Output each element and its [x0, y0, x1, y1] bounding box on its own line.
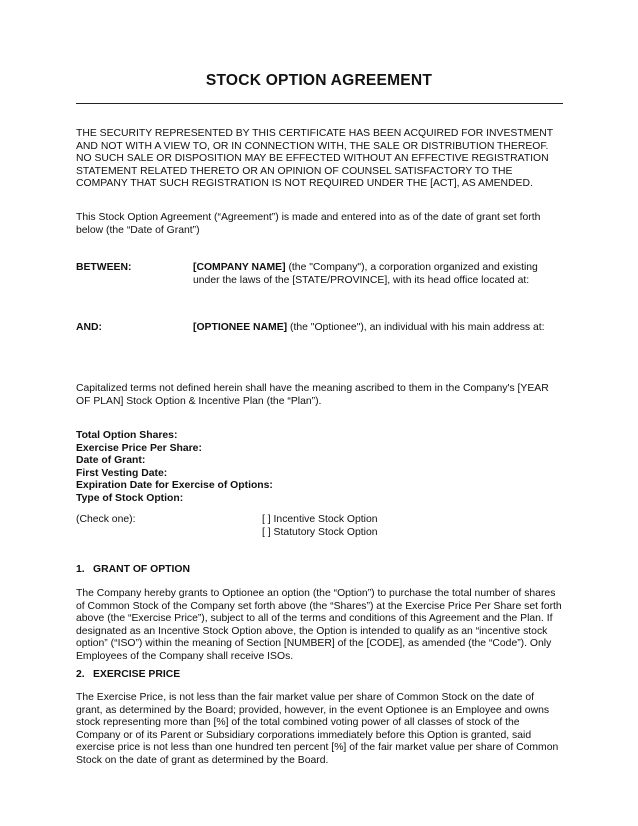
stock-option-checkboxes — [262, 514, 378, 539]
field-expiration-date: Expiration Date for Exercise of Options: — [76, 480, 273, 492]
section-line: above (the “Exercise Price”), subject to all of the terms and conditions of this Agreement and the Plan. If — [76, 613, 553, 625]
section-number: 1. — [76, 564, 85, 575]
between-line2-text: under the laws of the [STATE/PROVINCE], with its head office located at: — [193, 274, 530, 286]
between-party — [193, 262, 538, 287]
statutory-stock-option-checkbox[interactable]: [ ] Statutory Stock Option — [262, 526, 378, 538]
and-line1-text: (the "Optionee"), an individual with his main address at: — [287, 322, 545, 333]
between-label: BETWEEN: — [76, 262, 132, 273]
intro-line: below (the “Date of Grant”) — [76, 224, 200, 236]
section-heading — [76, 564, 190, 577]
field-exercise-price: Exercise Price Per Share: — [76, 442, 202, 454]
field-type-of-stock-option: Type of Stock Option: — [76, 492, 184, 504]
legend-line: THE SECURITY REPRESENTED BY THIS CERTIFICATE HAS BEEN ACQUIRED FOR INVESTMENT — [76, 128, 554, 139]
section-title: GRANT OF OPTION — [93, 564, 190, 575]
field-first-vesting-date: First Vesting Date: — [76, 467, 168, 479]
between-line1-text: (the "Company"), a corporation organized and existing — [285, 262, 538, 273]
optionee-name-placeholder: [OPTIONEE NAME] — [193, 322, 288, 333]
section-line: The Exercise Price, is not less than the fair market value per share of Common Stock on the date of — [76, 692, 534, 703]
legend-line: AND NOT WITH A VIEW TO, OR IN CONNECTION WITH, THE SALE OR DISTRIBUTION THEREOF. — [76, 140, 549, 152]
field-date-of-grant: Date of Grant: — [76, 455, 146, 467]
securities-legend — [76, 128, 563, 191]
incentive-stock-option-checkbox[interactable]: [ ] Incentive Stock Option — [262, 514, 378, 525]
section-heading — [76, 669, 180, 682]
section-line: of Common Stock of the Company set forth above (the “Shares”) at the Exercise Price Per Share set forth — [76, 600, 562, 612]
legend-line: COMPANY THAT SUCH REGISTRATION IS NOT REQUIRED UNDER THE [ACT], AS AMENDED. — [76, 178, 533, 190]
section-title: EXERCISE PRICE — [93, 669, 181, 680]
section-line: option” (“ISO”) within the meaning of Section [NUMBER] of the [CODE], as amended (the “Code”). Only — [76, 638, 552, 650]
capitalized-line: Capitalized terms not defined herein shall have the meaning ascribed to them in the Company's [YEAR — [76, 383, 549, 394]
section-line: Company or of its Parent or Subsidiary corporations immediately before this Option is granted, said — [76, 729, 532, 741]
company-name-placeholder: [COMPANY NAME] — [193, 262, 286, 273]
section-line: stock representing more than [%] of the total combined voting power of all classes of stock of the — [76, 717, 520, 729]
option-fields — [76, 430, 563, 506]
intro-line: This Stock Option Agreement (“Agreement”) is made and entered into as of the date of grant set forth — [76, 212, 541, 223]
section-line: exercise price is not less than one hundred ten percent [%] of the fair market value per share of Common — [76, 742, 559, 754]
section-line: Stock on the date of grant as determined by the Board. — [76, 754, 329, 766]
section-body — [76, 692, 563, 768]
section-number: 2. — [76, 669, 85, 680]
section-line: The Company hereby grants to Optionee an option (the “Option”) to purchase the total number of shares — [76, 588, 556, 599]
and-party — [193, 322, 545, 335]
legend-line: NO SUCH SALE OR DISPOSITION MAY BE EFFECTED WITHOUT AN EFFECTIVE REGISTRATION — [76, 153, 549, 165]
section-line: grant, as determined by the Board; provided, however, in the event Optionee is an Employee and owns — [76, 704, 550, 716]
intro-paragraph — [76, 212, 563, 237]
capitalized-line: OF PLAN] Stock Option & Incentive Plan (the “Plan”). — [76, 395, 322, 407]
section-line: designated as an Incentive Stock Option above, the Option is intended to qualify as an “incentive stock — [76, 625, 548, 637]
section-body — [76, 588, 563, 664]
document-title: STOCK OPTION AGREEMENT — [205, 72, 433, 89]
field-total-option-shares: Total Option Shares: — [76, 430, 178, 441]
legend-line: STATEMENT RELATED THERETO OR AN OPINION OF COUNSEL SATISFACTORY TO THE — [76, 165, 513, 177]
capitalized-terms-paragraph — [76, 383, 563, 408]
title-divider — [76, 103, 563, 104]
section-line: Employees of the Company shall receive ISOs. — [76, 650, 294, 662]
and-label: AND: — [76, 322, 102, 333]
check-one-label: (Check one): — [76, 514, 136, 525]
